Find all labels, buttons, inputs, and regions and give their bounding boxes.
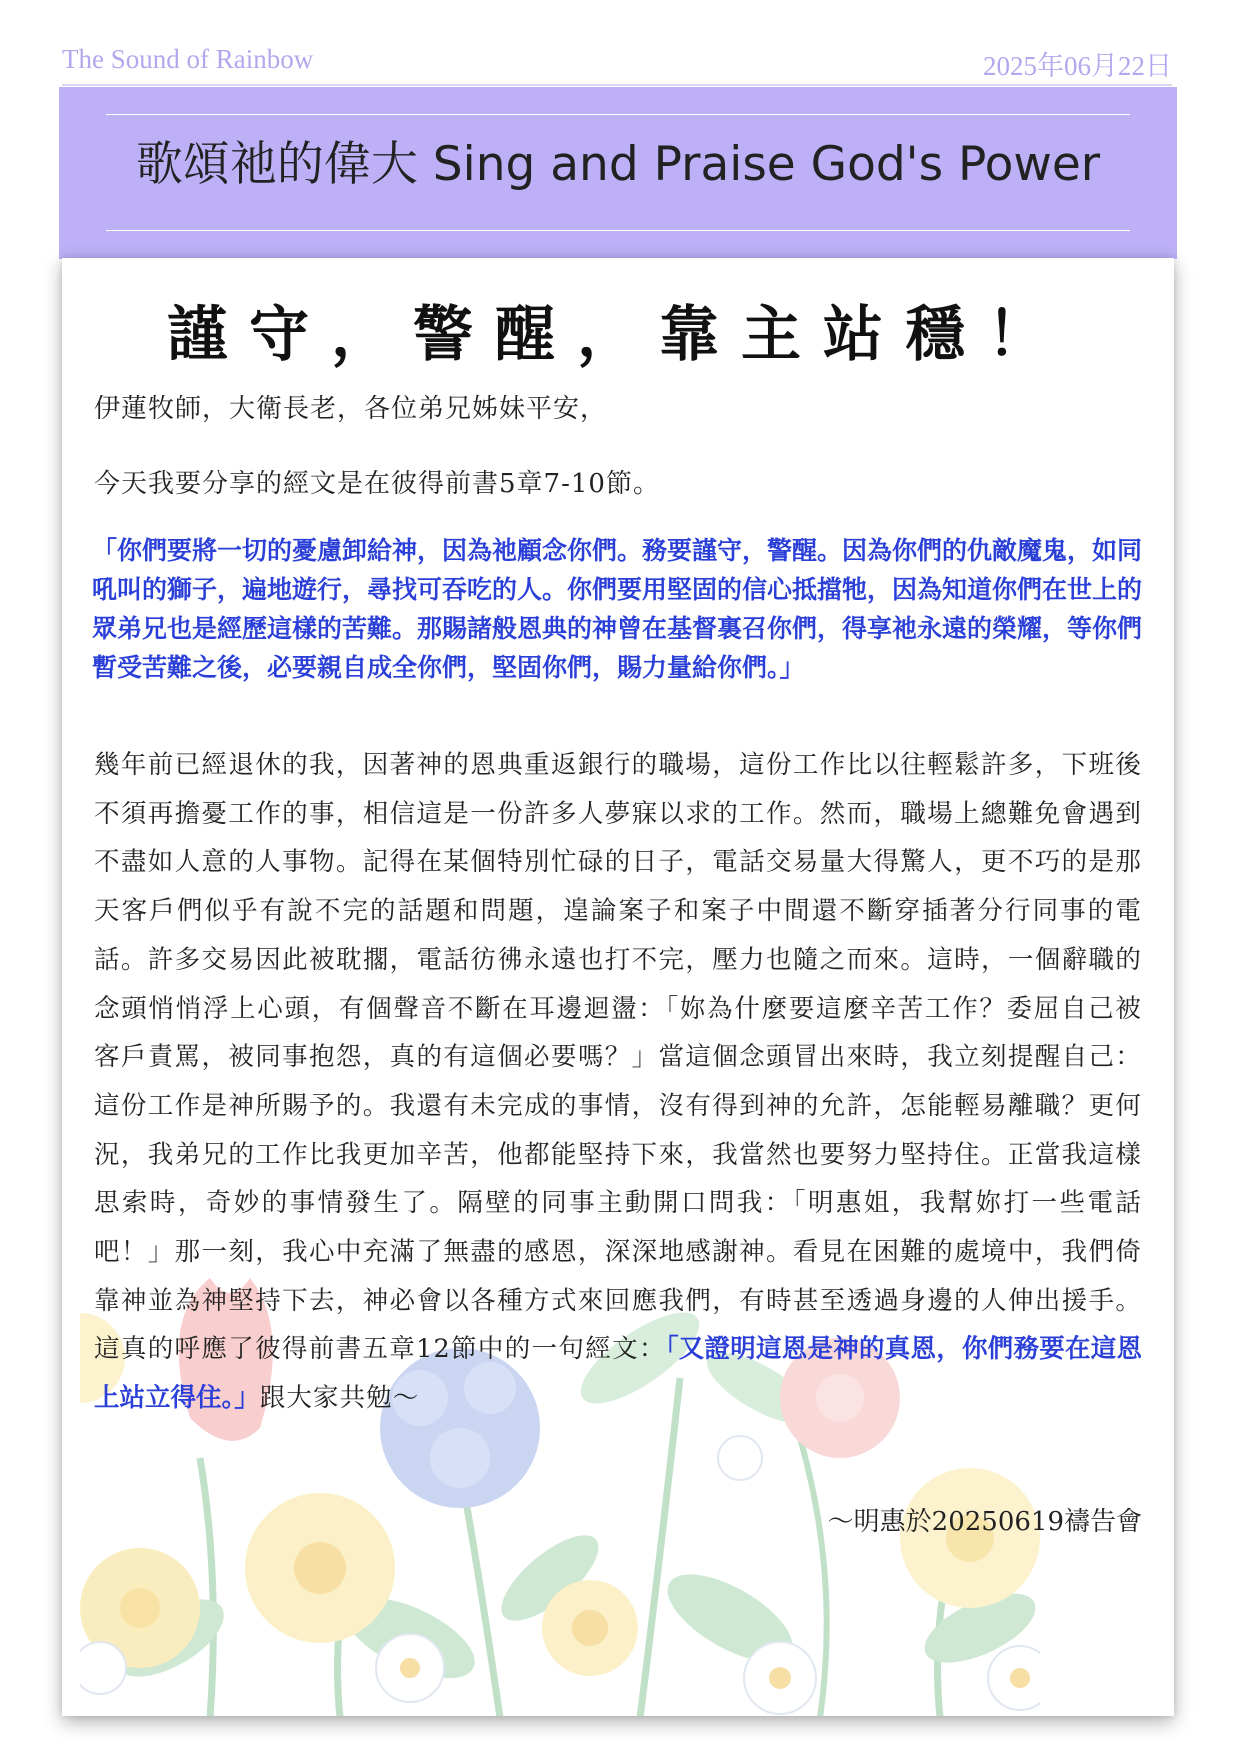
article-card (62, 258, 1174, 1716)
closing-text: 跟大家共勉～ (259, 1383, 420, 1414)
testimony-body (94, 741, 1142, 1423)
top-header (62, 42, 1172, 86)
brand-name: The Sound of Rainbow (62, 44, 314, 74)
greeting-text: 伊蓮牧師，大衛長老，各位弟兄姊妹平安， (94, 394, 608, 424)
highlighted-verse: 「又證明這恩是神的真恩，你們務要在這恩上站立得住。」 (94, 1334, 1142, 1414)
banner-divider-top (106, 114, 1130, 115)
article-headline: 謹守，警醒，靠主站穩！ (167, 300, 1069, 370)
title-banner (59, 87, 1177, 259)
banner-divider-bottom (106, 230, 1130, 231)
banner-title: 歌頌祂的偉大 Sing and Praise God's Power (135, 137, 1101, 192)
intro-text: 今天我要分享的經文是在彼得前書5章7-10節。 (94, 469, 660, 499)
testimony-text: 幾年前已經退休的我，因著神的恩典重返銀行的職場，這份工作比以往輕鬆許多，下班後不須再擔憂工作的事，相信這是一份許多人夢寐以求的工作。然而，職場上總難免會遇到不盡如人意的人事物。記得在某個特別忙碌的日子，電話交易量大得驚人，更不巧的是那天客戶們似乎有說不完的話題和問題，遑論案子和案子中間還不斷穿插著分行同事的電話。許多交易因此被耽擱，電話彷彿永遠也打不完，壓力也隨之而來。這時，一個辭職的念頭悄悄浮上心頭，有個聲音不斷在耳邊迴盪：「妳為什麼要這麼辛苦工作？委屈自己被客戶責罵，被同事抱怨，真的有這個必要嗎？」當這個念頭冒出來時，我立刻提醒自己：這份工作是神所賜予的。我還有未完成的事情，沒有得到神的允許，怎能輕易離職？更何況，我弟兄的工作比我更加辛苦，他都能堅持下來，我當然也要努力堅持住。正當我這樣思索時，奇妙的事情發生了。隔壁的同事主動開口問我：「明惠姐，我幫妳打一些電話吧！」那一刻，我心中充滿了無盡的感恩，深深地感謝神。看見在困難的處境中，我們倚靠神並為神堅持下去，神必會以各種方式來回應我們，有時甚至透過身邊的人伸出援手。這真的呼應了彼得前書五章12節中的一句經文： (94, 750, 1142, 1365)
issue-date: 2025年06月22日 (983, 51, 1172, 81)
scripture-quote: 「你們要將一切的憂慮卸給神，因為祂顧念你們。務要謹守，警醒。因為你們的仇敵魔鬼，如同吼叫的獅子，遍地遊行，尋找可吞吃的人。你們要用堅固的信心抵擋牠，因為知道你們在世上的眾弟兄也是經歷這樣的苦難。那賜諸般恩典的神曾在基督裏召你們，得享祂永遠的榮耀，等你們暫受苦難之後，必要親自成全你們，堅固你們，賜力量給你們。」 (92, 536, 1143, 682)
signature: ～明惠於20250619禱告會 (827, 1507, 1142, 1537)
